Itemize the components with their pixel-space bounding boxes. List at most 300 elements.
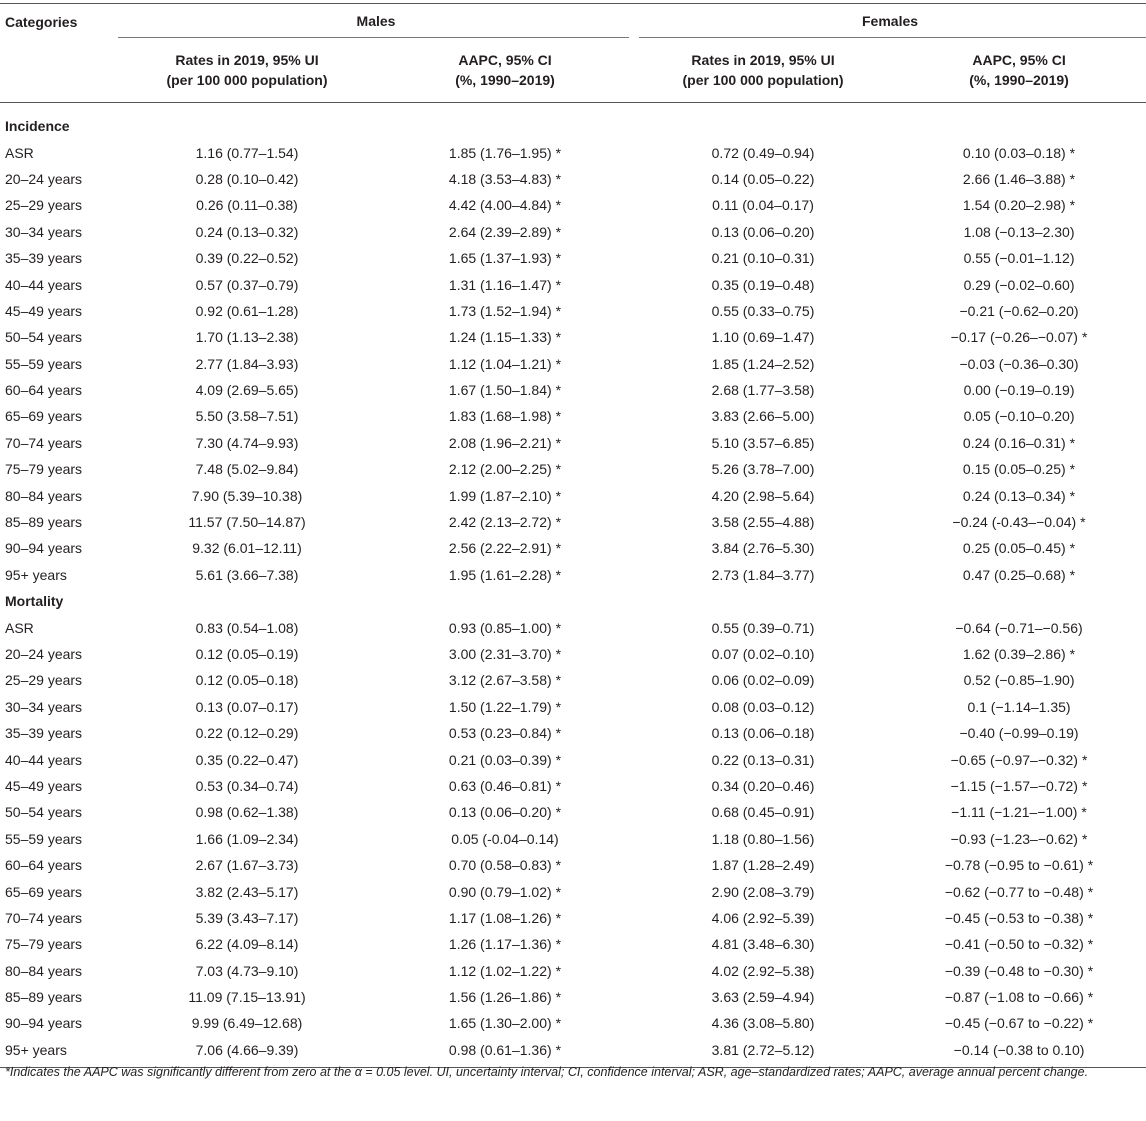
cell-value: 1.24 (1.15–1.33) [448, 329, 552, 346]
female-aapc-cell [892, 641, 1146, 667]
significance-marker: * [1087, 989, 1094, 1006]
rate-header-line2: (per 100 000 population) [166, 72, 328, 88]
female-aapc-cell [892, 799, 1146, 825]
female-aapc-cell [892, 931, 1146, 957]
males-rate-header [118, 38, 376, 103]
female-rate-cell [634, 430, 892, 456]
male-aapc-cell [376, 852, 634, 878]
cell-value: 1.10 (0.69–1.47) [711, 329, 815, 346]
section-row [0, 588, 1146, 614]
cell-value: 2.77 (1.84–3.93) [195, 355, 299, 372]
significance-marker: * [555, 857, 562, 874]
male-aapc-cell [376, 324, 634, 350]
female-aapc-cell [892, 1010, 1146, 1036]
male-rate-cell [118, 984, 376, 1010]
male-aapc-cell [376, 878, 634, 904]
females-underline [639, 37, 1146, 38]
female-aapc-cell [892, 694, 1146, 720]
female-aapc-cell [892, 192, 1146, 218]
row-label: 95+ years [5, 566, 67, 583]
cell-value: 0.24 (0.13–0.32) [195, 223, 299, 240]
male-aapc-cell [376, 482, 634, 508]
significance-marker: * [555, 514, 562, 531]
male-aapc-cell [376, 430, 634, 456]
male-rate-cell [118, 905, 376, 931]
cell-value: −0.39 (−0.48 to −0.30) [944, 962, 1084, 979]
cell-value: 9.99 (6.49–12.68) [191, 1015, 303, 1032]
cell-value: 1.85 (1.76–1.95) [448, 144, 552, 161]
cell-value: −0.64 (−0.71–−0.56) [955, 619, 1083, 636]
row-label: 85–89 years [5, 514, 83, 531]
cell-value: 0.53 (0.23–0.84) [448, 725, 552, 742]
cell-value: 0.06 (0.02–0.09) [711, 672, 815, 689]
row-label: 85–89 years [5, 989, 83, 1006]
row-label: 25–29 years [5, 672, 83, 689]
row-label: 45–49 years [5, 777, 83, 794]
cell-value: 2.08 (1.96–2.21) [448, 434, 552, 451]
cell-value: 0.05 (-0.04–0.14) [451, 830, 559, 847]
female-aapc-cell [892, 878, 1146, 904]
males-group-header [118, 4, 634, 39]
significance-marker: * [1081, 830, 1088, 847]
cell-value: 0.21 (0.10–0.31) [711, 250, 815, 267]
row-label: 45–49 years [5, 302, 83, 319]
significance-marker: * [1087, 936, 1094, 953]
rate-header-line2: (per 100 000 population) [682, 72, 844, 88]
table-row [0, 298, 1146, 324]
cell-value: 0.10 (0.03–0.18) [962, 144, 1066, 161]
male-aapc-cell [376, 984, 634, 1010]
male-rate-cell [118, 271, 376, 297]
cell-value: 2.42 (2.13–2.72) [448, 514, 552, 531]
table-row [0, 351, 1146, 377]
rate-header-line1: Rates in 2019, 95% UI [691, 52, 835, 68]
cell-value: 1.73 (1.52–1.94) [448, 302, 552, 319]
aapc-header-line2: (%, 1990–2019) [455, 72, 555, 88]
female-aapc-cell [892, 166, 1146, 192]
male-rate-cell [118, 667, 376, 693]
female-aapc-cell [892, 852, 1146, 878]
male-rate-cell [118, 430, 376, 456]
cell-value: 1.83 (1.68–1.98) [448, 408, 552, 425]
males-label: Males [356, 13, 396, 29]
cell-value: 1.62 (0.39–2.86) [962, 646, 1066, 662]
cell-value: 7.03 (4.73–9.10) [195, 962, 299, 979]
female-rate-cell [634, 403, 892, 429]
male-rate-cell [118, 852, 376, 878]
male-rate-cell [118, 931, 376, 957]
row-label: 55–59 years [5, 355, 83, 372]
significance-marker: * [555, 777, 562, 794]
cell-value: 0.70 (0.58–0.83) [448, 857, 552, 874]
female-aapc-cell [892, 905, 1146, 931]
male-aapc-cell [376, 219, 634, 245]
male-aapc-cell [376, 245, 634, 271]
male-rate-cell [118, 298, 376, 324]
female-rate-cell [634, 667, 892, 693]
aapc-header-line1: AAPC, 95% CI [458, 52, 552, 68]
cell-value: 0.05 (−0.10–0.20) [963, 408, 1075, 425]
cell-value: 4.42 (4.00–4.84) [448, 197, 552, 214]
female-aapc-cell [892, 324, 1146, 350]
female-rate-cell [634, 958, 892, 984]
male-aapc-cell [376, 139, 634, 165]
male-aapc-cell [376, 720, 634, 746]
male-aapc-cell [376, 351, 634, 377]
row-label: ASR [5, 619, 34, 636]
cell-value: 0.55 (0.39–0.71) [711, 619, 815, 636]
cell-value: 0.24 (0.16–0.31) [962, 434, 1066, 451]
cell-value: 0.15 (0.05–0.25) [962, 461, 1066, 478]
female-rate-cell [634, 245, 892, 271]
significance-marker: * [555, 698, 562, 715]
cell-value: 0.90 (0.79–1.02) [448, 883, 552, 900]
cell-value: 2.67 (1.67–3.73) [195, 857, 299, 874]
row-label: 50–54 years [5, 329, 83, 346]
significance-marker: * [555, 408, 562, 425]
row-label: 95+ years [0, 1037, 118, 1068]
cell-value: 0.34 (0.20–0.46) [711, 777, 815, 794]
cell-value: 0.00 (−0.19–0.19) [963, 382, 1075, 399]
row-label: 80–84 years [5, 962, 83, 979]
cell-value: 0.92 (0.61–1.28) [195, 302, 299, 319]
female-aapc-cell [892, 667, 1146, 693]
cell-value: 1.54 (0.20–2.98) [962, 197, 1066, 214]
male-rate-cell [118, 351, 376, 377]
male-rate-cell [118, 245, 376, 271]
female-rate-cell [634, 271, 892, 297]
significance-marker: * [555, 302, 562, 319]
cell-value: 9.32 (6.01–12.11) [192, 540, 302, 557]
cell-value: 0.68 (0.45–0.91) [711, 804, 815, 821]
cell-value: 2.90 (2.08–3.79) [711, 883, 815, 900]
male-rate-cell [118, 878, 376, 904]
cell-value: 0.29 (−0.02–0.60) [963, 276, 1075, 293]
female-rate-cell [634, 1010, 892, 1036]
row-label: 55–59 years [5, 830, 83, 847]
significance-marker: * [555, 909, 562, 926]
male-aapc-cell [376, 166, 634, 192]
cell-value: 1.08 (−0.13–2.30) [963, 223, 1075, 240]
female-aapc-cell [892, 139, 1146, 165]
table-row [0, 403, 1146, 429]
cell-value: 0.98 (0.62–1.38) [195, 804, 299, 821]
cell-value: −0.45 (−0.67 to −0.22) [944, 1015, 1084, 1032]
male-rate-cell [118, 192, 376, 218]
female-aapc-cell [892, 245, 1146, 271]
significance-marker: * [1069, 646, 1076, 662]
male-rate-cell [118, 535, 376, 561]
cell-value: 0.24 (0.13–0.34) [962, 487, 1066, 504]
cell-value: 0.12 (0.05–0.18) [195, 672, 299, 689]
cell-value: 0.53 (0.34–0.74) [195, 777, 299, 794]
cell-value: 5.10 (3.57–6.85) [711, 434, 815, 451]
male-rate-cell [118, 614, 376, 640]
table-row [0, 905, 1146, 931]
male-rate-cell [118, 958, 376, 984]
cell-value: 1.12 (1.04–1.21) [448, 355, 552, 372]
cell-value: 0.12 (0.05–0.19) [195, 646, 299, 662]
female-rate-cell [634, 773, 892, 799]
female-rate-cell [634, 720, 892, 746]
male-aapc-cell [376, 614, 634, 640]
table-row [0, 482, 1146, 508]
male-rate-cell [118, 694, 376, 720]
table-header [0, 4, 1146, 103]
cell-value: 4.06 (2.92–5.39) [711, 909, 815, 926]
male-aapc-cell [376, 377, 634, 403]
cell-value: −1.11 (−1.21–−1.00) [951, 804, 1078, 821]
table-row [0, 192, 1146, 218]
female-rate-cell [634, 509, 892, 535]
male-aapc-cell [376, 958, 634, 984]
table-row [0, 166, 1146, 192]
male-aapc-cell [376, 667, 634, 693]
cell-value: −0.21 (−0.62–0.20) [959, 302, 1079, 319]
cell-value: 3.84 (2.76–5.30) [711, 540, 815, 557]
male-rate-cell [118, 166, 376, 192]
cell-value: 2.66 (1.46–3.88) [962, 170, 1066, 187]
female-aapc-cell [892, 614, 1146, 640]
female-rate-cell [634, 166, 892, 192]
significance-marker: * [555, 170, 562, 187]
cell-value: 1.99 (1.87–2.10) [448, 487, 552, 504]
cell-value: 7.90 (5.39–10.38) [191, 487, 303, 504]
row-label: 25–29 years [5, 197, 83, 214]
table-row [0, 562, 1146, 588]
cell-value: 11.57 (7.50–14.87) [188, 514, 306, 531]
male-aapc-cell [376, 773, 634, 799]
cell-value: 1.50 (1.22–1.79) [448, 698, 552, 715]
female-rate-cell [634, 799, 892, 825]
female-aapc-cell [892, 271, 1146, 297]
cell-value: −0.17 (−0.26–−0.07) [950, 329, 1078, 346]
significance-marker: * [555, 566, 562, 583]
female-rate-cell [634, 905, 892, 931]
significance-marker: * [555, 1041, 562, 1058]
cell-value: 0.14 (0.05–0.22) [711, 170, 815, 187]
female-aapc-cell [892, 958, 1146, 984]
row-label: 50–54 years [5, 804, 83, 821]
female-aapc-cell [892, 826, 1146, 852]
cell-value: 0.25 (0.05–0.45) [962, 540, 1066, 557]
significance-marker: * [555, 1015, 562, 1032]
cell-value: 1.31 (1.16–1.47) [448, 276, 552, 293]
table-row [0, 826, 1146, 852]
cell-value: 0.35 (0.19–0.48) [711, 276, 815, 293]
significance-marker: * [1069, 566, 1076, 583]
male-rate-cell [118, 562, 376, 588]
table-body [0, 103, 1146, 1068]
male-rate-cell [118, 641, 376, 667]
aapc-header-line1: AAPC, 95% CI [972, 52, 1066, 68]
cell-value: 2.73 (1.84–3.77) [711, 566, 815, 583]
cell-value: −1.15 (−1.57–−0.72) [950, 777, 1078, 794]
cell-value: 3.83 (2.66–5.00) [711, 408, 815, 425]
table-row [0, 430, 1146, 456]
cell-value: 4.02 (2.92–5.38) [711, 962, 815, 979]
cell-value: 1.16 (0.77–1.54) [195, 144, 299, 161]
female-aapc-cell [892, 377, 1146, 403]
cell-value: 2.68 (1.77–3.58) [711, 382, 815, 399]
female-aapc-cell [892, 562, 1146, 588]
table-row [0, 245, 1146, 271]
cell-value: 4.09 (2.69–5.65) [195, 382, 299, 399]
cell-value: 5.26 (3.78–7.00) [711, 461, 815, 478]
table-row [0, 852, 1146, 878]
male-rate-cell [118, 482, 376, 508]
cell-value: 0.07 (0.02–0.10) [711, 646, 815, 662]
significance-marker: * [1080, 514, 1086, 531]
significance-marker: * [555, 672, 562, 689]
significance-marker: * [555, 250, 562, 267]
cell-value: 0.28 (0.10–0.42) [195, 170, 299, 187]
male-rate-cell [118, 826, 376, 852]
significance-marker: * [555, 197, 562, 214]
row-label: 90–94 years [5, 540, 83, 557]
row-label: 80–84 years [5, 487, 83, 504]
row-label: 90–94 years [5, 1015, 83, 1032]
table-row [0, 667, 1146, 693]
cell-value: 0.55 (0.33–0.75) [711, 302, 815, 319]
female-aapc-cell [892, 720, 1146, 746]
significance-marker: * [555, 883, 562, 900]
cell-value: 3.00 (2.31–3.70) [448, 646, 552, 662]
significance-marker: * [1081, 804, 1087, 821]
table-row [0, 614, 1146, 640]
cell-value: 0.1 (−1.14–1.35) [967, 698, 1071, 715]
cell-value: 0.63 (0.46–0.81) [448, 777, 552, 794]
cell-value: 1.12 (1.02–1.22) [448, 962, 552, 979]
significance-marker: * [555, 989, 562, 1006]
cell-value: 1.65 (1.37–1.93) [448, 250, 552, 267]
table-row [0, 509, 1146, 535]
cell-value: 0.93 (0.85–1.00) [448, 619, 552, 636]
female-aapc-cell [892, 351, 1146, 377]
cell-value: 1.85 (1.24–2.52) [711, 355, 815, 372]
male-aapc-cell [376, 1010, 634, 1036]
section-title: Incidence [5, 118, 70, 135]
row-label: 40–44 years [5, 276, 83, 293]
table-row [0, 324, 1146, 350]
significance-marker: * [555, 223, 562, 240]
cell-value: 3.82 (2.43–5.17) [195, 883, 299, 900]
cell-value: 0.13 (0.07–0.17) [195, 698, 299, 715]
significance-marker: * [555, 725, 562, 742]
cell-value: 2.12 (2.00–2.25) [448, 461, 552, 478]
female-rate-cell [634, 482, 892, 508]
females-group-header [634, 4, 1146, 39]
table-row [0, 746, 1146, 772]
females-aapc-header [892, 38, 1146, 103]
cell-value: 4.36 (3.08–5.80) [711, 1015, 815, 1032]
significance-marker: * [1069, 144, 1076, 161]
cell-value: 1.95 (1.61–2.28) [448, 566, 552, 583]
cell-value: 1.67 (1.50–1.84) [448, 382, 552, 399]
male-aapc-cell [376, 403, 634, 429]
female-aapc-cell [892, 430, 1146, 456]
female-rate-cell [634, 298, 892, 324]
male-aapc-cell [376, 271, 634, 297]
female-rate-cell [634, 746, 892, 772]
table-row [0, 931, 1146, 957]
female-aapc-cell [892, 746, 1146, 772]
section-title: Mortality [5, 593, 64, 610]
female-aapc-cell [892, 509, 1146, 535]
row-label: 20–24 years [5, 170, 83, 187]
cell-value: 3.58 (2.55–4.88) [711, 514, 815, 531]
significance-marker: * [1081, 777, 1088, 794]
significance-marker: * [555, 540, 562, 557]
table-row [0, 456, 1146, 482]
female-aapc-cell [892, 984, 1146, 1010]
significance-marker: * [555, 144, 562, 161]
table-row [0, 535, 1146, 561]
cell-value: 0.57 (0.37–0.79) [195, 276, 299, 293]
table-row [0, 773, 1146, 799]
cell-value: 0.55 (−0.01–1.12) [963, 250, 1075, 267]
row-label: 35–39 years [5, 250, 83, 267]
female-aapc-cell [892, 403, 1146, 429]
cell-value: 0.22 (0.13–0.31) [711, 751, 815, 768]
significance-marker: * [555, 329, 562, 346]
cell-value: 0.98 (0.61–1.36) [448, 1041, 552, 1058]
male-rate-cell [118, 324, 376, 350]
male-rate-cell [118, 456, 376, 482]
female-rate-cell [634, 456, 892, 482]
section-row [0, 103, 1146, 140]
cell-value: 4.20 (2.98–5.64) [711, 487, 815, 504]
male-aapc-cell [376, 456, 634, 482]
male-aapc-cell [376, 535, 634, 561]
male-aapc-cell [376, 509, 634, 535]
cell-value: −0.62 (−0.77 to −0.48) [944, 883, 1084, 900]
female-rate-cell [634, 377, 892, 403]
females-label: Females [862, 13, 919, 29]
table-row [0, 958, 1146, 984]
cell-value: 0.83 (0.54–1.08) [195, 619, 299, 636]
row-label: 75–79 years [5, 461, 83, 478]
cell-value: 1.18 (0.80–1.56) [711, 830, 815, 847]
row-label: 40–44 years [5, 751, 83, 768]
cell-value: 3.63 (2.59–4.94) [711, 989, 815, 1006]
cell-value: 1.87 (1.28–2.49) [711, 857, 815, 874]
male-rate-cell [118, 746, 376, 772]
cell-value: 0.13 (0.06–0.18) [711, 725, 815, 742]
female-rate-cell [634, 535, 892, 561]
significance-marker: * [555, 355, 562, 372]
significance-marker: * [1069, 487, 1076, 504]
table-row [0, 878, 1146, 904]
cell-value: 1.65 (1.30–2.00) [448, 1015, 552, 1032]
female-rate-cell [634, 826, 892, 852]
female-aapc-cell [892, 219, 1146, 245]
cell-value: 0.72 (0.49–0.94) [711, 144, 815, 161]
significance-marker: * [1087, 962, 1094, 979]
cell-value: 0.52 (−0.85–1.90) [963, 672, 1075, 689]
row-label: 60–64 years [5, 382, 83, 399]
footnote: *Indicates the AAPC was significantly different from zero at the α = 0.05 level. UI, uncertainty interval; CI, confidence interval; ASR, age–standardized rates; AAPC, average annual percent change. [5, 1065, 1089, 1079]
female-rate-cell [634, 219, 892, 245]
aapc-header-line2: (%, 1990–2019) [969, 72, 1069, 88]
cell-value: −0.87 (−1.08 to −0.66) [944, 989, 1084, 1006]
cell-value: 1.17 (1.08–1.26) [448, 909, 552, 926]
table-row [0, 377, 1146, 403]
table-row [0, 694, 1146, 720]
cell-value: 2.64 (2.39–2.89) [448, 223, 552, 240]
cell-value: 5.39 (3.43–7.17) [195, 909, 299, 926]
cell-value: 0.22 (0.12–0.29) [195, 725, 299, 742]
